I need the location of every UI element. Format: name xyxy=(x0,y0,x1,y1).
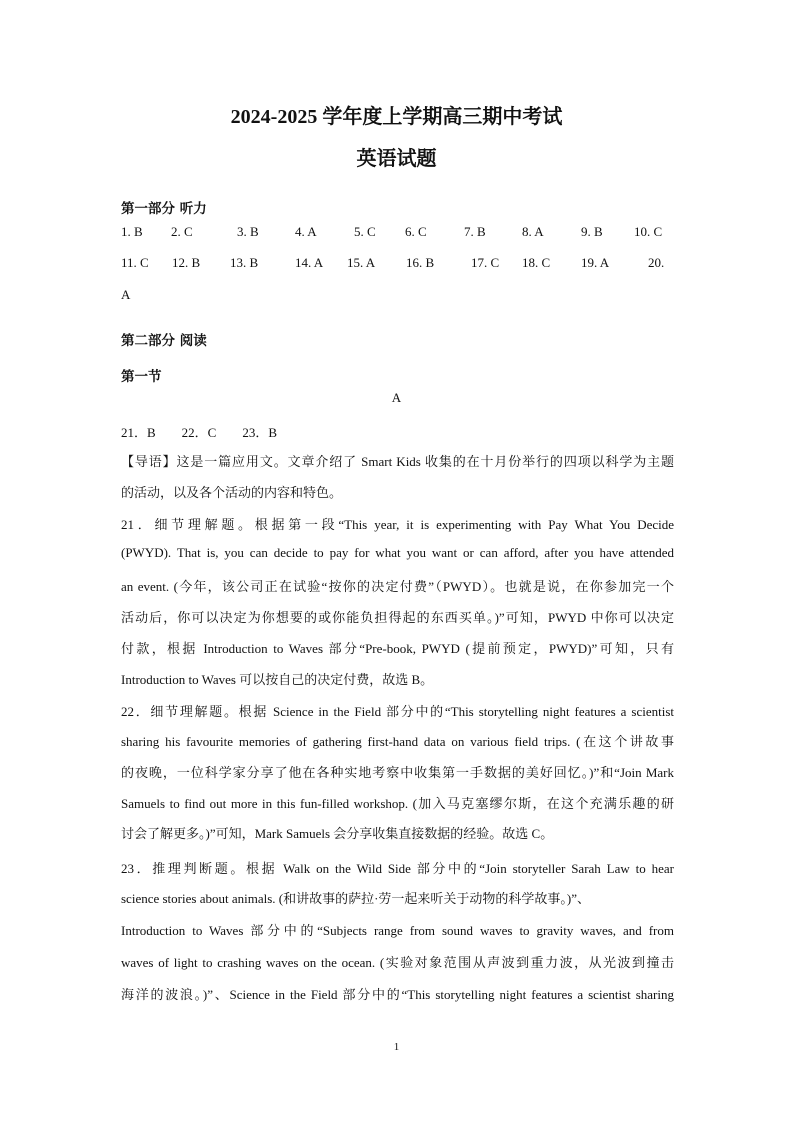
text-line: 23．推理判断题。根据 Walk on the Wild Side 部分中的“Join storyteller Sarah Law to hear xyxy=(121,861,674,876)
answer: 7. B xyxy=(464,224,486,239)
answer: 8. A xyxy=(522,224,544,239)
section-heading: 第一节 xyxy=(121,369,162,385)
passage-label: A xyxy=(391,390,402,405)
text-line: waves of light to crashing waves on the ocean. (实验对象范围从声波到重力波，从光波到撞击 xyxy=(121,955,674,970)
text-line: Introduction to Waves 可以按自己的决定付费，故选 B。 xyxy=(121,672,434,687)
text-line: 的活动，以及各个活动的内容和特色。 xyxy=(121,485,343,500)
text-line: 的夜晚，一位科学家分享了他在各种实地考察中收集第一手数据的美好回忆。)”和“Join Mark xyxy=(121,765,674,780)
answer-overflow: A xyxy=(121,287,131,302)
answer: 20. xyxy=(648,255,665,270)
text-line: 海洋的波浪。)”、Science in the Field 部分中的“This storytelling night features a scientist sharing xyxy=(121,987,674,1002)
document-title: 2024-2025 学年度上学期高三期中考试 xyxy=(230,106,563,128)
answer: 13. B xyxy=(230,255,259,270)
text-line: Introduction to Waves 部分中的“Subjects range from sound waves to gravity waves, and from xyxy=(121,923,674,938)
reading-answers: 21．B 22．C 23．B xyxy=(121,425,278,440)
answer: 4. A xyxy=(295,224,317,239)
answer: 19. A xyxy=(581,255,610,270)
answer: 14. A xyxy=(295,255,324,270)
document-subtitle: 英语试题 xyxy=(356,148,437,170)
text-line: 21．细节理解题。根据第一段“This year, it is experimenting with Pay What You Decide xyxy=(121,517,674,532)
text-line: an event. (今年，该公司正在试验“按你的决定付费”（PWYD）。也就是说，在你参加完一个 xyxy=(121,579,674,594)
answer: 15. A xyxy=(347,255,376,270)
answer: 3. B xyxy=(237,224,259,239)
part2-heading: 第二部分 阅读 xyxy=(121,333,207,349)
answer: 17. C xyxy=(471,255,500,270)
text-line: 讨会了解更多。)”可知，Mark Samuels 会分享收集直接数据的经验。故选 C。 xyxy=(121,826,554,841)
answer: 6. C xyxy=(405,224,427,239)
answer: 10. C xyxy=(634,224,663,239)
answer: 2. C xyxy=(171,224,193,239)
text-line: 22．细节理解题。根据 Science in the Field 部分中的“This storytelling night features a scientist xyxy=(121,704,674,719)
text-line: sharing his favourite memories of gathering first-hand data on various field trips. (在这个讲故事 xyxy=(121,734,674,749)
text-line: 付款，根据 Introduction to Waves 部分“Pre-book, PWYD (提前预定，PWYD)”可知，只有 xyxy=(121,641,674,656)
page-number: 1 xyxy=(393,1041,400,1053)
answer: 9. B xyxy=(581,224,603,239)
text-line: Samuels to find out more in this fun-filled workshop. (加入马克塞缪尔斯，在这个充满乐趣的研 xyxy=(121,796,674,811)
answer: 5. C xyxy=(354,224,376,239)
text-line: science stories about animals. (和讲故事的萨拉·劳一起来听关于动物的科学故事。)”、 xyxy=(121,891,591,906)
part1-heading: 第一部分 听力 xyxy=(121,201,207,217)
answer: 18. C xyxy=(522,255,551,270)
answer: 12. B xyxy=(172,255,201,270)
text-line: (PWYD). That is, you can decide to pay for what you want or can afford, after you have attended xyxy=(121,545,674,560)
text-line: 活动后，你可以决定为你想要的或你能负担得起的东西买单。)”可知，PWYD 中你可以决定 xyxy=(121,610,674,625)
text-line: 【导语】这是一篇应用文。文章介绍了 Smart Kids 收集的在十月份举行的四项以科学为主题 xyxy=(121,454,674,469)
answer: 16. B xyxy=(406,255,435,270)
answer: 1. B xyxy=(121,224,143,239)
answer: 11. C xyxy=(121,255,149,270)
